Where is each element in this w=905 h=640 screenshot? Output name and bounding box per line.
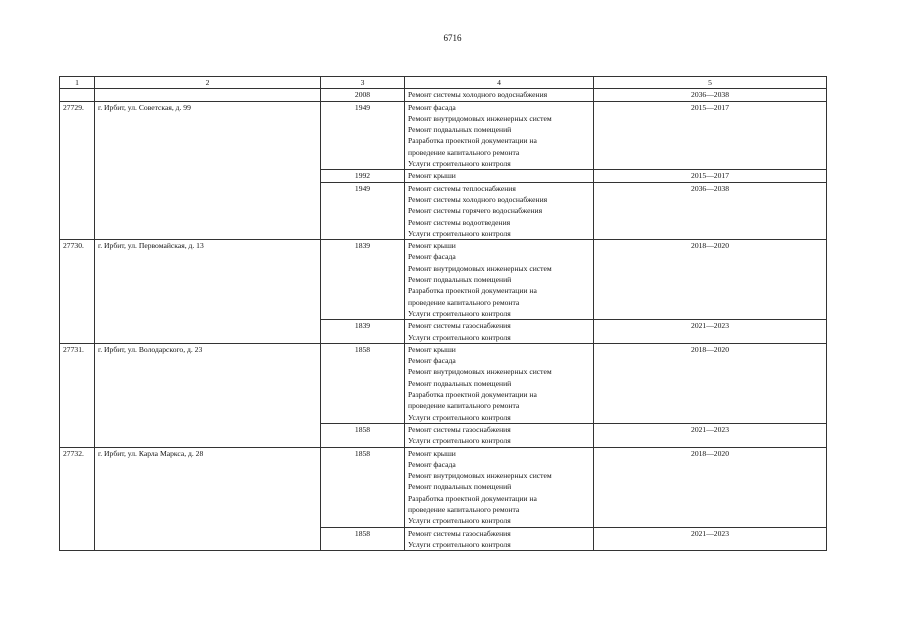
house-number-cell [60, 89, 95, 101]
work-item: Ремонт фасада [408, 459, 456, 469]
column-header-3: 3 [321, 77, 405, 89]
work-item: Ремонт внутридомовых инженерных систем [408, 471, 552, 481]
header-row [60, 77, 827, 89]
period-cell: 2015—2017 [594, 170, 827, 182]
year-cell: 1858 [321, 423, 405, 447]
address-cell [95, 89, 321, 101]
period-cell: 2015—2017 [594, 101, 827, 170]
works-cell [405, 527, 594, 551]
column-header-4: 4 [405, 77, 594, 89]
work-item: Ремонт системы горячего водоснабжения [408, 206, 543, 216]
work-item: Разработка проектной документации на [408, 493, 537, 503]
works-cell [405, 182, 594, 239]
works-cell [405, 170, 594, 182]
table-row [60, 343, 827, 423]
work-item: Услуги строительного контроля [408, 159, 511, 169]
works-cell [405, 447, 594, 527]
work-item: Разработка проектной документации на [408, 286, 537, 296]
work-item: Ремонт фасада [408, 252, 456, 262]
table-row [60, 89, 827, 101]
house-number-cell: 27732. [60, 447, 95, 551]
works-cell [405, 343, 594, 423]
year-cell: 1858 [321, 527, 405, 551]
work-item: Ремонт крыши [408, 241, 456, 251]
address-cell: г. Ирбит, ул. Володарского, д. 23 [95, 343, 321, 447]
work-item: проведение капитального ремонта [408, 401, 520, 411]
work-item: Услуги строительного контроля [408, 516, 511, 526]
year-cell: 2008 [321, 89, 405, 101]
period-cell: 2036—2038 [594, 89, 827, 101]
work-item: Ремонт подвальных помещений [408, 378, 512, 388]
work-item: Ремонт фасада [408, 356, 456, 366]
house-number-cell: 27730. [60, 240, 95, 344]
address-cell: г. Ирбит, ул. Карла Маркса, д. 28 [95, 447, 321, 551]
work-item: Ремонт системы водоотведения [408, 217, 511, 227]
table-row [60, 447, 827, 527]
column-header-2: 2 [95, 77, 321, 89]
work-item: Ремонт системы теплоснабжения [408, 183, 516, 193]
work-item: Услуги строительного контроля [408, 228, 511, 238]
work-item: Ремонт фасада [408, 102, 456, 112]
table-row [60, 240, 827, 320]
work-item: проведение капитального ремонта [408, 297, 520, 307]
work-item: Ремонт внутридомовых инженерных систем [408, 367, 552, 377]
year-cell: 1992 [321, 170, 405, 182]
work-item: Услуги строительного контроля [408, 539, 511, 549]
work-item: Услуги строительного контроля [408, 308, 511, 318]
year-cell: 1858 [321, 447, 405, 527]
works-cell [405, 89, 594, 101]
work-item: Ремонт системы газоснабжения [408, 424, 511, 434]
page-number: 6716 [443, 33, 462, 43]
table-body [60, 77, 827, 551]
year-cell: 1839 [321, 240, 405, 320]
year-cell: 1839 [321, 320, 405, 344]
works-cell [405, 240, 594, 320]
work-item: Услуги строительного контроля [408, 332, 511, 342]
address-cell: г. Ирбит, ул. Первомайская, д. 13 [95, 240, 321, 344]
house-number-cell: 27729. [60, 101, 95, 240]
work-item: Ремонт внутридомовых инженерных систем [408, 263, 552, 273]
work-item: проведение капитального ремонта [408, 504, 520, 514]
work-item: Ремонт системы холодного водоснабжения [408, 90, 548, 100]
period-cell: 2021—2023 [594, 423, 827, 447]
column-header-5: 5 [594, 77, 827, 89]
work-item: Ремонт подвальных помещений [408, 482, 512, 492]
year-cell: 1949 [321, 182, 405, 239]
work-item: Разработка проектной документации на [408, 136, 537, 146]
year-cell: 1858 [321, 343, 405, 423]
repair-schedule-table [59, 76, 827, 551]
period-cell: 2036—2038 [594, 182, 827, 239]
work-item: Разработка проектной документации на [408, 390, 537, 400]
column-header-1: 1 [60, 77, 95, 89]
work-item: Ремонт подвальных помещений [408, 125, 512, 135]
period-cell: 2018—2020 [594, 240, 827, 320]
work-item: Ремонт системы газоснабжения [408, 528, 511, 538]
works-cell [405, 101, 594, 170]
work-item: Услуги строительного контроля [408, 412, 511, 422]
year-cell: 1949 [321, 101, 405, 170]
work-item: Услуги строительного контроля [408, 436, 511, 446]
house-number-cell: 27731. [60, 343, 95, 447]
work-item: Ремонт системы газоснабжения [408, 321, 511, 331]
work-item: Ремонт системы холодного водоснабжения [408, 194, 548, 204]
period-cell: 2021—2023 [594, 527, 827, 551]
work-item: Ремонт крыши [408, 344, 456, 354]
works-cell [405, 320, 594, 344]
period-cell: 2018—2020 [594, 447, 827, 527]
work-item: проведение капитального ремонта [408, 147, 520, 157]
work-item: Ремонт подвальных помещений [408, 275, 512, 285]
period-cell: 2018—2020 [594, 343, 827, 423]
works-cell [405, 423, 594, 447]
table-row [60, 101, 827, 170]
work-item: Ремонт крыши [408, 171, 456, 181]
work-item: Ремонт внутридомовых инженерных систем [408, 113, 552, 123]
period-cell: 2021—2023 [594, 320, 827, 344]
work-item: Ремонт крыши [408, 448, 456, 458]
address-cell: г. Ирбит, ул. Советская, д. 99 [95, 101, 321, 240]
